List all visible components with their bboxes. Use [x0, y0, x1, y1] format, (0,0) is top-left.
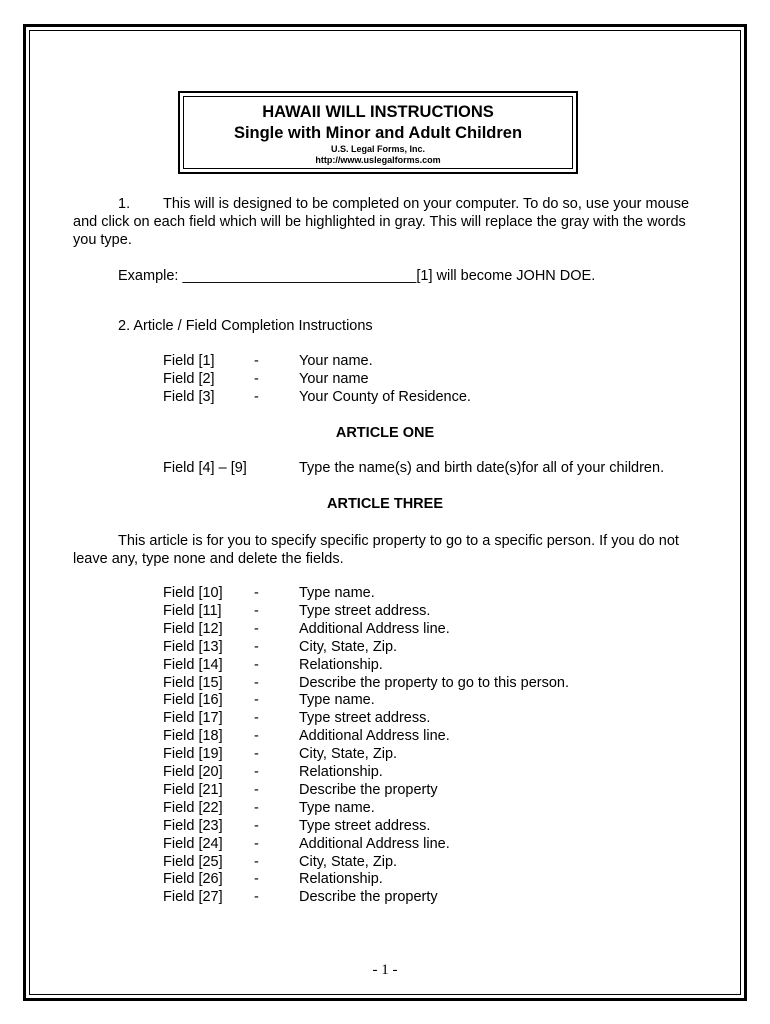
field-row	[0, 674, 770, 692]
field-description: Describe the property	[299, 889, 438, 906]
field-row	[0, 352, 770, 370]
field-description: Type name.	[299, 585, 375, 601]
field-row	[0, 709, 770, 727]
publisher-website: http://www.uslegalforms.com	[315, 155, 441, 165]
field-row	[0, 817, 770, 835]
field-description: Additional Address line.	[299, 728, 450, 745]
document-title: HAWAII WILL INSTRUCTIONS	[262, 103, 494, 121]
field-dash: -	[254, 853, 259, 870]
field-label: Field [19]	[163, 746, 223, 763]
field-label: Field [16]	[163, 692, 223, 709]
field-label: Field [23]	[163, 817, 223, 834]
field-row	[0, 870, 770, 888]
field-dash: -	[254, 602, 259, 619]
field-description: Type street address.	[299, 710, 431, 727]
field-row	[0, 602, 770, 620]
field-dash: -	[254, 871, 259, 888]
section-2-heading: 2. Article / Field Completion Instructions	[118, 318, 373, 334]
field-label: Field [14]	[163, 656, 223, 673]
field-label: Field [26]	[163, 871, 223, 888]
field-row	[0, 638, 770, 656]
field-row	[0, 745, 770, 763]
intro-paragraph	[73, 195, 709, 249]
document-subtitle: Single with Minor and Adult Children	[233, 124, 523, 142]
field-dash: -	[254, 638, 259, 655]
field-dash: -	[254, 889, 259, 906]
field-label: Field [3]	[163, 389, 215, 405]
article-one-heading: ARTICLE ONE	[335, 425, 435, 441]
field-dash: -	[254, 692, 259, 709]
field-description: Relationship.	[299, 656, 383, 673]
field-row	[0, 799, 770, 817]
field-dash: -	[254, 389, 259, 405]
field-row	[0, 888, 770, 906]
field-dash: -	[254, 674, 259, 691]
field-dash: -	[254, 781, 259, 798]
field-label: Field [1]	[163, 353, 215, 369]
field-dash: -	[254, 585, 259, 601]
field-description: Relationship.	[299, 871, 383, 888]
field-description: Describe the property to go to this person.	[299, 674, 570, 691]
title-box	[183, 96, 573, 169]
publisher-name: U.S. Legal Forms, Inc.	[330, 144, 426, 154]
example-suffix: [1] will become JOHN DOE.	[416, 268, 596, 284]
field-row	[0, 620, 770, 638]
field-dash: -	[254, 656, 259, 673]
field-label: Field [21]	[163, 781, 223, 798]
intro-text: This will is designed to be completed on your computer. To do so, use your mouse and click on each field which will be highlighted in gray. This will replace the gray with the words you type.	[73, 196, 690, 248]
field-label: Field [11]	[163, 602, 222, 619]
field-dash: -	[254, 620, 259, 637]
field-row	[0, 835, 770, 853]
field-row	[0, 781, 770, 799]
field-row	[0, 691, 770, 709]
field-dash: -	[254, 764, 259, 780]
article-three-heading: ARTICLE THREE	[327, 496, 443, 512]
field-description: Type street address.	[299, 817, 431, 834]
field-description: City, State, Zip.	[299, 638, 398, 655]
article-one-field-row	[0, 459, 770, 477]
intro-number: 1.	[118, 196, 131, 212]
field-label: Field [27]	[163, 889, 223, 906]
field-description: Additional Address line.	[299, 835, 450, 852]
article-three-paragraph	[73, 532, 709, 568]
field-row	[0, 853, 770, 871]
field-label: Field [13]	[163, 638, 223, 655]
field-description: Type name.	[299, 692, 375, 709]
field-dash: -	[254, 799, 259, 816]
field-row	[0, 584, 770, 602]
field-label: Field [10]	[163, 585, 223, 601]
field-label: Field [22]	[163, 799, 223, 816]
field-label: Field [20]	[163, 764, 223, 780]
field-description: Additional Address line.	[299, 620, 450, 637]
field-label: Field [17]	[163, 710, 223, 727]
article-one-field: Field [4] – [9]	[163, 460, 247, 476]
field-label: Field [15]	[163, 674, 223, 691]
page-number: - 1 -	[372, 962, 398, 978]
field-description: Your name.	[299, 353, 373, 369]
field-label: Field [18]	[163, 728, 223, 745]
field-row	[0, 388, 770, 406]
field-dash: -	[254, 710, 259, 727]
field-description: Describe the property	[299, 781, 438, 798]
field-description: Your name	[299, 371, 369, 387]
field-dash: -	[254, 746, 259, 763]
field-row	[0, 727, 770, 745]
article-one-desc: Type the name(s) and birth date(s)for all of your children.	[299, 460, 665, 476]
field-description: Your County of Residence.	[299, 389, 471, 405]
example-blank: _____________________________	[182, 268, 417, 284]
field-description: Type street address.	[299, 602, 431, 619]
field-dash: -	[254, 353, 259, 369]
field-dash: -	[254, 728, 259, 745]
example-label: Example:	[118, 268, 183, 284]
field-label: Field [25]	[163, 853, 223, 870]
article-three-text: This article is for you to specify specific property to go to a specific person. If you do not leave any, type none and delete the fields.	[73, 533, 679, 567]
field-row	[0, 763, 770, 781]
field-description: Relationship.	[299, 764, 383, 780]
field-description: City, State, Zip.	[299, 853, 398, 870]
field-label: Field [12]	[163, 620, 223, 637]
field-row	[0, 370, 770, 388]
field-description: Type name.	[299, 799, 375, 816]
field-row	[0, 656, 770, 674]
field-dash: -	[254, 371, 259, 387]
field-dash: -	[254, 817, 259, 834]
field-description: City, State, Zip.	[299, 746, 398, 763]
example-line	[118, 267, 595, 285]
field-label: Field [24]	[163, 835, 223, 852]
field-label: Field [2]	[163, 371, 215, 387]
field-dash: -	[254, 835, 259, 852]
